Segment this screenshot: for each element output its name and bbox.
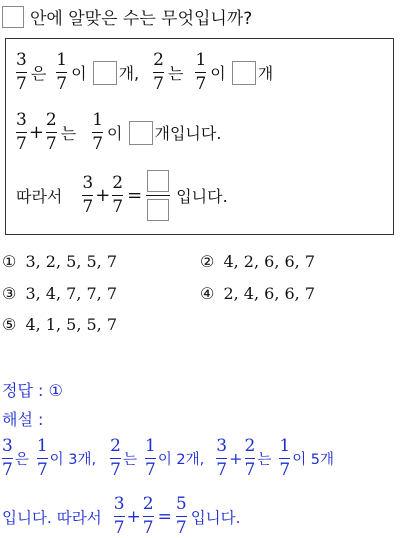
problem-line-1 [16,52,273,93]
question-text: 안에 알맞은 수는 무엇입니까? [30,9,253,29]
fraction: $\frac{3}{7}$ [16,50,27,94]
blank-box [93,61,117,85]
explanation-label: 해설 : [2,410,44,429]
word: 이 5개 [292,452,335,468]
plus-sign: + [126,506,141,527]
word: 는 [122,452,137,468]
explanation-line-1 [2,438,334,479]
word: 입니다. [190,508,241,527]
word: 개입니다. [154,124,222,143]
equals-sign: = [157,506,172,527]
word: 입니다. [176,187,228,206]
fraction: $\frac{3}{7}$ [2,436,13,480]
word: 개 [257,64,274,83]
fraction: $\frac{5}{7}$ [175,494,187,538]
fraction: $\frac{1}{7}$ [56,50,68,94]
fraction: $\frac{2}{7}$ [112,173,124,217]
blank-fraction [146,170,170,221]
plus-sign: + [28,122,44,143]
problem-line-3 [16,170,228,221]
word: 따라서 [16,187,63,206]
word: 이 3개, [49,452,97,468]
answer-label: 정답 : ① [2,381,63,400]
fraction: $\frac{1}{7}$ [36,436,48,480]
fraction: $\frac{2}{7}$ [153,50,164,94]
choice-2[interactable]: ② 4, 2, 6, 6, 7 [200,252,316,271]
fraction: $\frac{1}{7}$ [279,436,291,480]
plus-sign: + [229,449,243,468]
word: 은 [30,64,47,83]
fraction: $\frac{3}{7}$ [113,494,125,538]
explanation-line-2 [2,496,241,537]
word: 이 [210,64,226,83]
word: 이 2개, [157,452,205,468]
word: 이 [71,64,87,83]
choice-3[interactable]: ③ 3, 4, 7, 7, 7 [2,284,118,303]
problem-line-2 [16,112,221,153]
fraction: $\frac{2}{7}$ [142,494,154,538]
word: 입니다. 따라서 [2,508,102,527]
choice-1[interactable]: ① 3, 2, 5, 5, 7 [2,252,118,271]
word: 이 [107,124,123,143]
fraction: $\frac{2}{7}$ [244,436,256,480]
blank-box [2,6,24,28]
blank-box [129,121,153,145]
fraction: $\frac{1}{7}$ [92,110,104,154]
blank-box [147,170,169,192]
fraction: $\frac{1}{7}$ [144,436,156,480]
choice-5[interactable]: ⑤ 4, 1, 5, 5, 7 [2,315,118,334]
word: 은 [14,452,29,468]
plus-sign: + [95,185,111,206]
question-header [2,4,252,29]
fraction: $\frac{2}{7}$ [110,436,121,480]
word: 는 [60,124,77,143]
word: 개, [118,64,140,83]
choice-4[interactable]: ④ 2, 4, 6, 6, 7 [200,284,316,303]
blank-box [147,199,169,221]
word: 는 [257,452,272,468]
fraction: $\frac{3}{7}$ [16,110,27,154]
fraction: $\frac{1}{7}$ [195,50,207,94]
fraction: $\frac{3}{7}$ [216,436,228,480]
word: 는 [167,64,184,83]
fraction: $\frac{2}{7}$ [45,110,57,154]
equals-sign: = [127,185,143,206]
fraction: $\frac{3}{7}$ [82,173,94,217]
blank-box [232,61,256,85]
